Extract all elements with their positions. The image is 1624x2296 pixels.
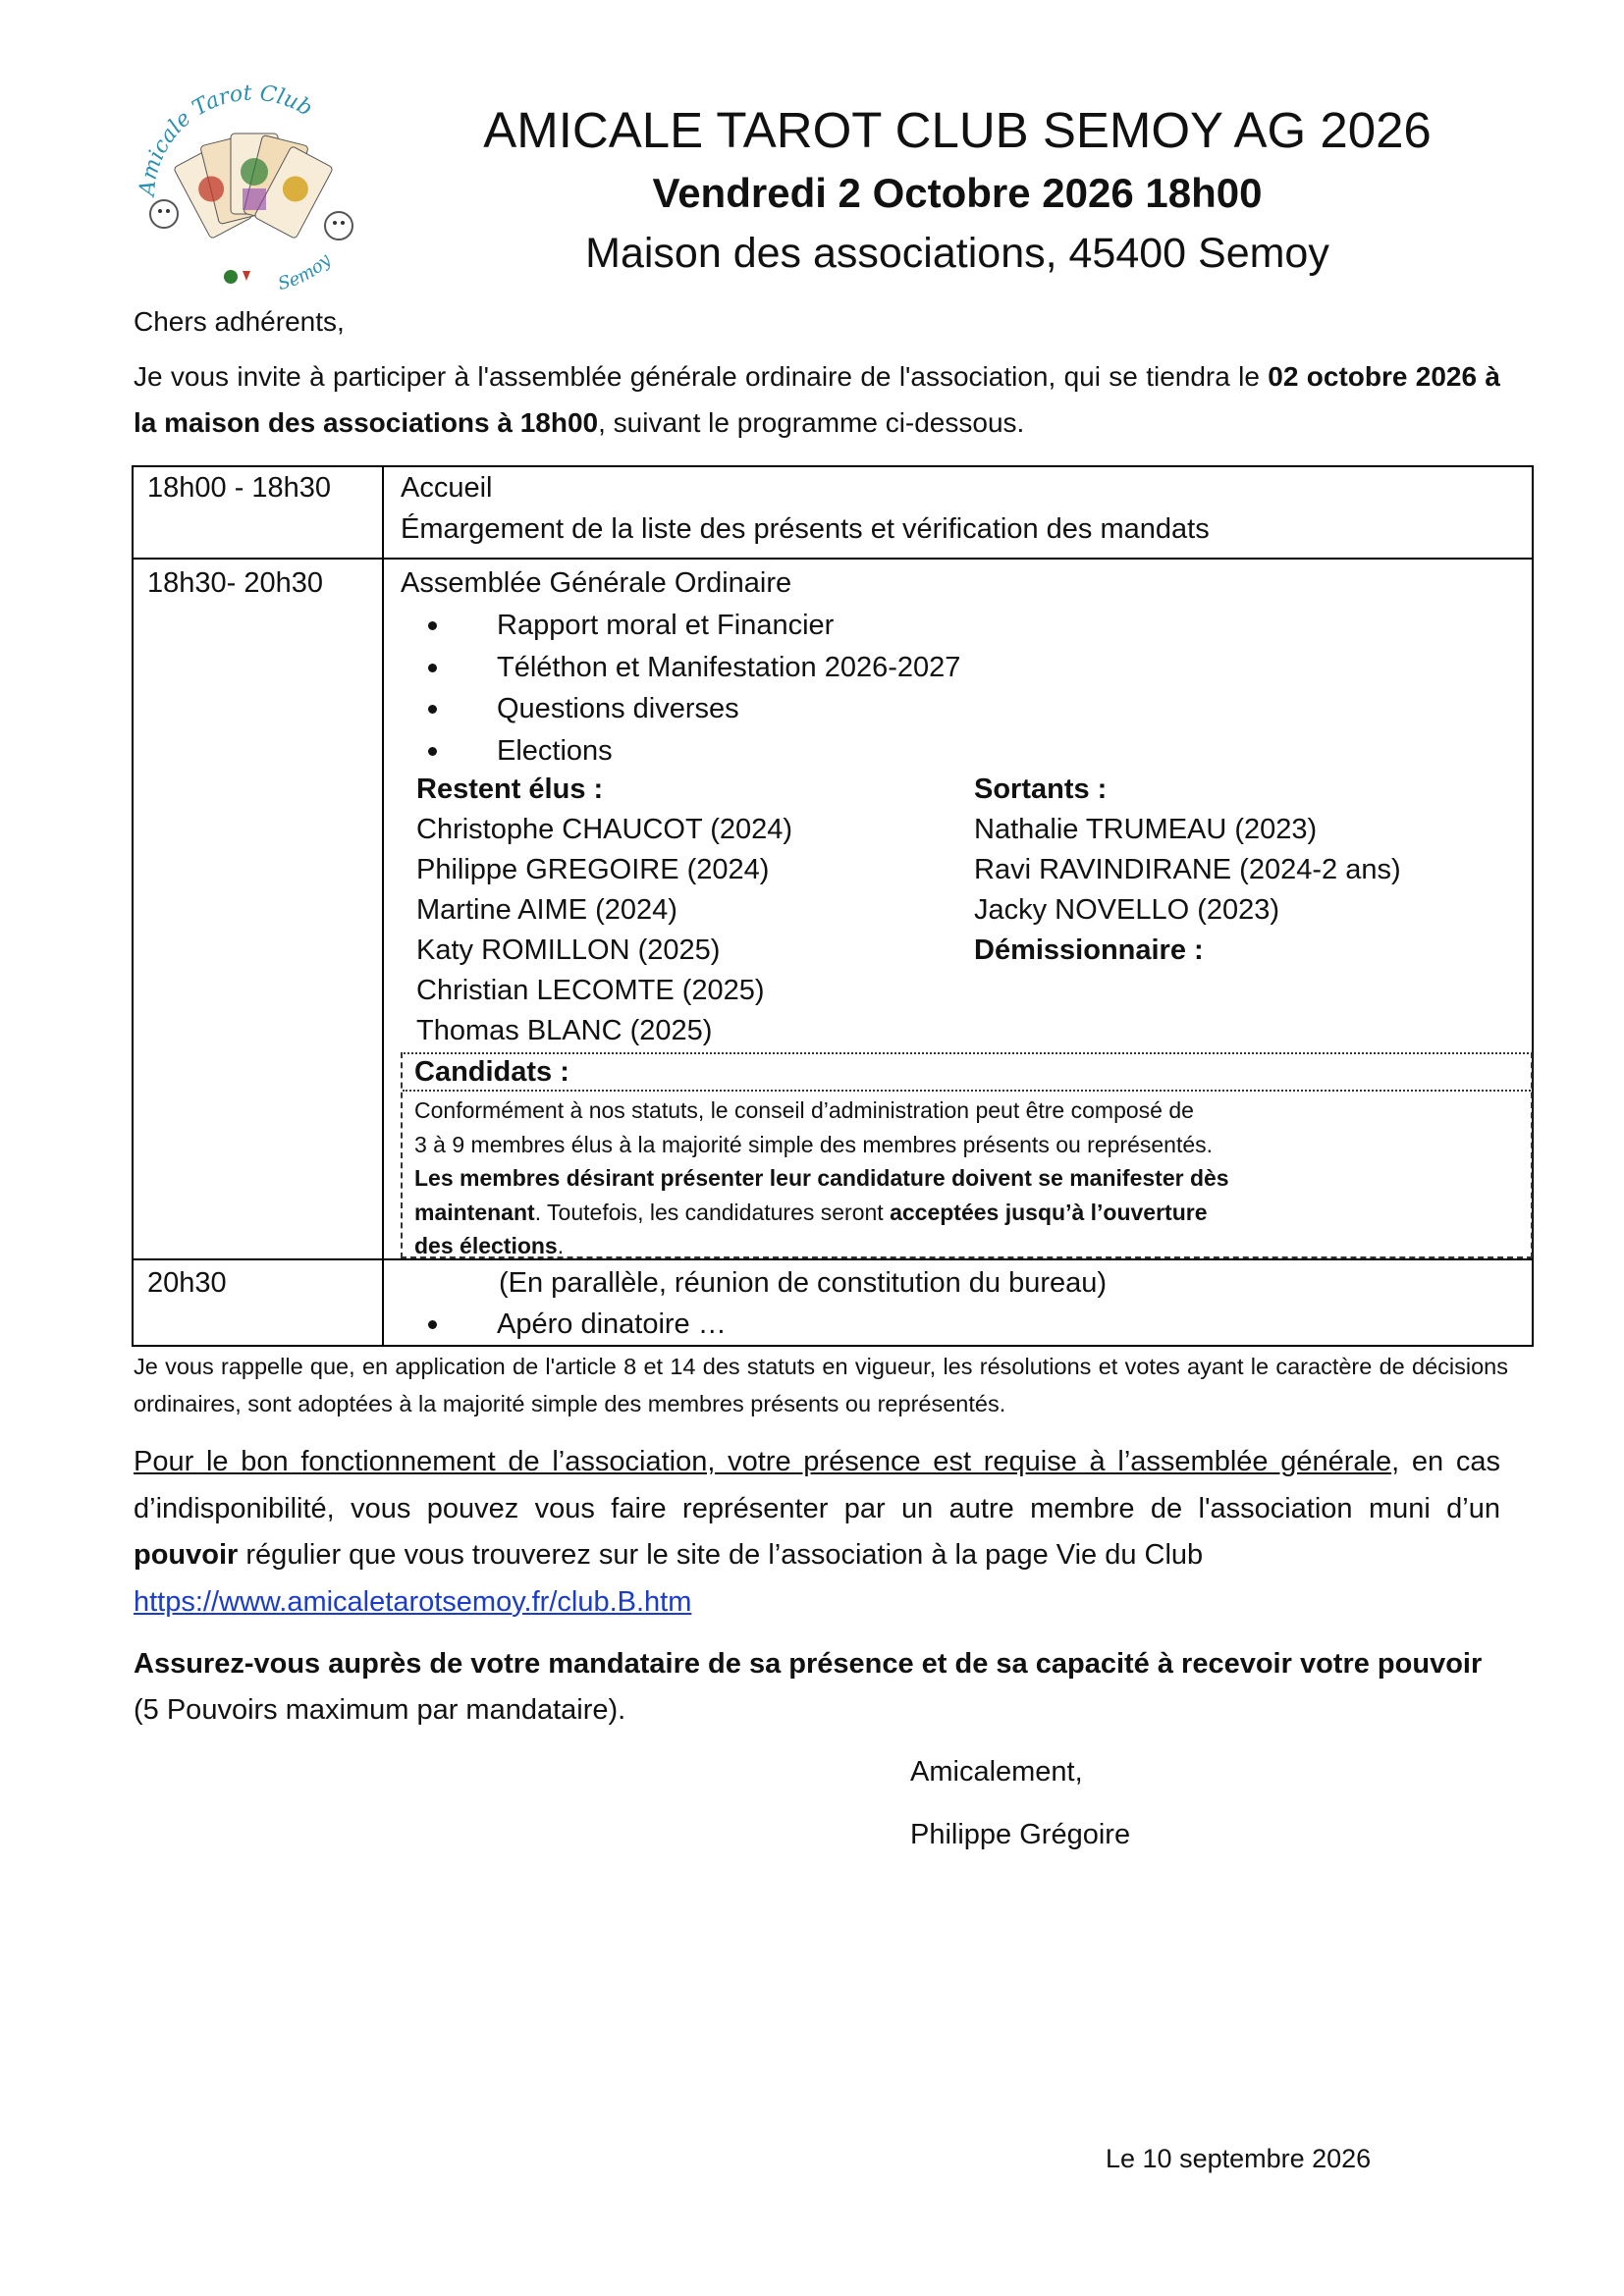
- assurez-bold: Assurez-vous auprès de votre mandataire de sa présence et de sa capacité à recevoir votre pouvoir: [134, 1648, 1483, 1680]
- presence-text-1: , en cas d’indisponibilité, vous pouvez vous faire représenter par un autre membre de l'association muni d’un: [134, 1446, 1500, 1524]
- logo-mask-left: [150, 200, 178, 228]
- candidats-bold-4: des élections: [414, 1233, 558, 1258]
- greeting: Chers adhérents,: [134, 306, 345, 337]
- agenda-row1-line1: Accueil: [401, 472, 493, 504]
- intro-bold-date: 02 octobre 2026 à la maison des associations à 18h00: [134, 361, 1500, 438]
- agenda-row2-items: [401, 605, 960, 772]
- agenda-row1-time: 18h00 - 18h30: [147, 472, 332, 504]
- candidats-bold-3: acceptées jusqu’à l’ouverture: [890, 1199, 1208, 1225]
- candidats-separator: [403, 1090, 1531, 1092]
- presence-underlined: Pour le bon fonctionnement de l’association, votre présence est requise à l’assemblée générale: [134, 1446, 1392, 1477]
- signature-closing: Amicalement,: [910, 1756, 1083, 1788]
- agenda-item: Téléthon et Manifestation 2026-2027: [401, 647, 960, 689]
- restent-elus-label: Restent élus :: [416, 774, 604, 805]
- assurez-paragraph: [134, 1641, 1508, 1734]
- intro-text-2: , suivant le programme ci-dessous.: [598, 407, 1025, 438]
- candidats-bold-2: maintenant: [414, 1199, 535, 1225]
- candidats-box: [401, 1052, 1533, 1258]
- agenda-row2-time: 18h30- 20h30: [147, 567, 323, 599]
- agenda-row-divider-1: [134, 558, 1532, 560]
- intro-paragraph: [134, 353, 1500, 446]
- page-title: AMICALE TAROT CLUB SEMOY AG 2026: [483, 102, 1432, 158]
- presence-paragraph: [134, 1439, 1500, 1626]
- agenda-row1-line2: Émargement de la liste des présents et vérification des mandats: [401, 513, 1210, 545]
- club-page-link[interactable]: https://www.amicaletarotsemoy.fr/club.B.htm: [134, 1585, 692, 1618]
- agenda-row3-time: 20h30: [147, 1267, 227, 1299]
- candidats-bold-1: Les membres désirant présenter leur candidature doivent se manifester dès: [414, 1165, 1229, 1191]
- presence-bold-pouvoir: pouvoir: [134, 1539, 239, 1571]
- list-item: Christophe CHAUCOT (2024): [416, 814, 793, 845]
- document-date: Le 10 septembre 2026: [1106, 2144, 1372, 2173]
- event-venue: Maison des associations, 45400 Semoy: [585, 230, 1329, 277]
- candidats-text: [414, 1094, 1298, 1263]
- presence-text-2: régulier que vous trouverez sur le site de l’association à la page Vie du Club: [238, 1539, 1204, 1571]
- agenda-table: [132, 465, 1534, 1347]
- candidats-label: Candidats :: [414, 1056, 569, 1088]
- demissionnaire-label: Démissionnaire :: [974, 934, 1204, 966]
- logo-text-top: Amicale Tarot Club: [135, 80, 317, 197]
- agenda-row3-items: [401, 1304, 727, 1346]
- agenda-item: Rapport moral et Financier: [401, 605, 960, 647]
- agenda-item: Elections: [401, 730, 960, 773]
- list-item: Philippe GREGOIRE (2024): [416, 854, 770, 885]
- candidats-text-4: .: [557, 1233, 565, 1258]
- candidats-line-1: Conformément à nos statuts, le conseil d’administration peut être composé de: [414, 1097, 1194, 1123]
- logo-card-fan: [174, 133, 334, 239]
- club-logo: [133, 79, 368, 309]
- intro-text-1: Je vous invite à participer à l'assemblée générale ordinaire de l'association, qui se tiendra le: [134, 361, 1269, 392]
- candidats-text-3: . Toutefois, les candidatures seront: [534, 1199, 891, 1225]
- agenda-row3-line1: (En parallèle, réunion de constitution du bureau): [499, 1267, 1108, 1299]
- sortants-label: Sortants :: [974, 774, 1108, 805]
- rappel-paragraph: Je vous rappelle que, en application de l'article 8 et 14 des statuts en vigueur, les résolutions et votes ayant le caractère de décisions ordinaires, sont adoptées à la majorité simple des membres présents ou représentés.: [134, 1354, 1508, 1416]
- club-logo-image: [133, 79, 368, 309]
- agenda-item: Questions diverses: [401, 688, 960, 730]
- sortants-list: [974, 810, 1401, 931]
- candidats-line-2: 3 à 9 membres élus à la majorité simple des membres présents ou représentés.: [414, 1131, 1214, 1157]
- event-date: Vendredi 2 Octobre 2026 18h00: [652, 170, 1263, 216]
- assurez-normal: (5 Pouvoirs maximum par mandataire).: [134, 1694, 626, 1726]
- logo-text-bottom: Semoy: [275, 249, 336, 295]
- signature-name: Philippe Grégoire: [910, 1819, 1131, 1850]
- list-item: Thomas BLANC (2025): [416, 1015, 713, 1046]
- list-item: Jacky NOVELLO (2023): [974, 894, 1280, 926]
- restent-elus-list: [416, 810, 792, 1051]
- logo-suit-symbols: [224, 270, 250, 284]
- agenda-item: Apéro dinatoire …: [401, 1304, 727, 1346]
- list-item: Katy ROMILLON (2025): [416, 934, 721, 966]
- list-item: Martine AIME (2024): [416, 894, 677, 926]
- logo-mask-right: [325, 212, 352, 240]
- list-item: Christian LECOMTE (2025): [416, 975, 765, 1006]
- list-item: Ravi RAVINDIRANE (2024-2 ans): [974, 854, 1401, 885]
- agenda-column-divider: [382, 467, 384, 1345]
- agenda-row2-heading: Assemblée Générale Ordinaire: [401, 567, 792, 599]
- list-item: Nathalie TRUMEAU (2023): [974, 814, 1318, 845]
